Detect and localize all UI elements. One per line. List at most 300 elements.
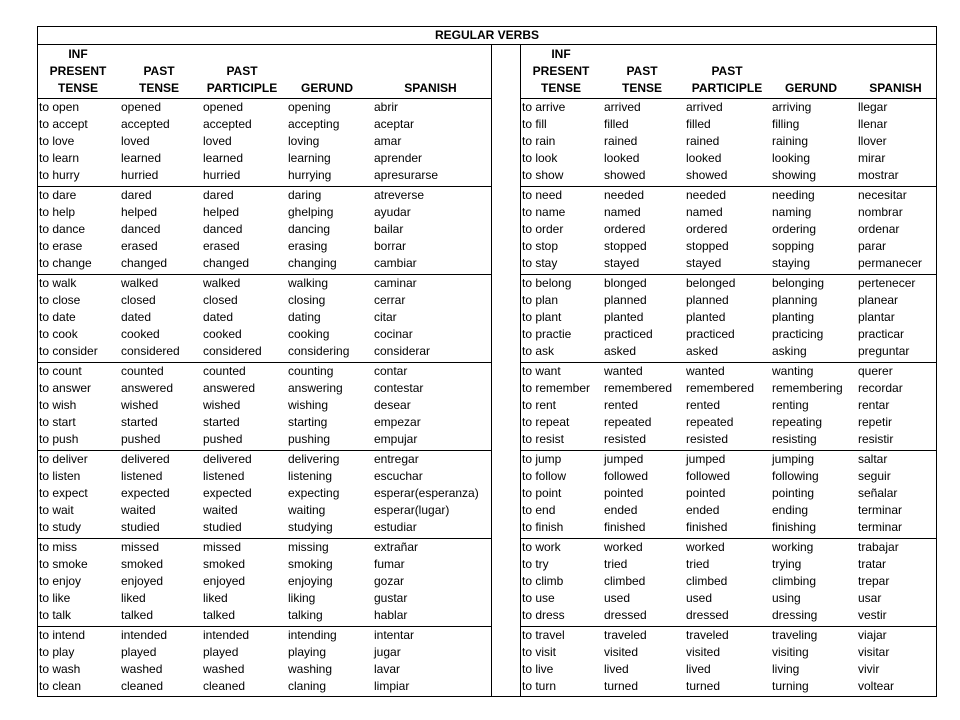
infinitive-cell: to count bbox=[39, 364, 82, 378]
spanish-cell: repetir bbox=[858, 415, 893, 429]
past-participle-cell: planted bbox=[686, 310, 726, 324]
table-row bbox=[521, 627, 937, 644]
gerund-cell: repeating bbox=[772, 415, 823, 429]
gerund-cell: ghelping bbox=[288, 205, 334, 219]
header-line: PARTICIPLE bbox=[691, 81, 763, 95]
spanish-cell: citar bbox=[374, 310, 397, 324]
spanish-cell: ordenar bbox=[858, 222, 900, 236]
past-tense-cell: dressed bbox=[604, 608, 647, 622]
spanish-cell: señalar bbox=[858, 486, 898, 500]
past-tense-cell: closed bbox=[121, 293, 156, 307]
past-tense-cell: stayed bbox=[604, 256, 640, 270]
gerund-cell: filling bbox=[772, 117, 800, 131]
table-row bbox=[521, 451, 937, 468]
infinitive-cell: to expect bbox=[39, 486, 88, 500]
gerund-cell: erasing bbox=[288, 239, 328, 253]
verb-group bbox=[521, 99, 937, 187]
spanish-cell: preguntar bbox=[858, 344, 910, 358]
header-line: SPANISH bbox=[869, 81, 922, 95]
table-header bbox=[38, 44, 491, 99]
past-participle-cell: stopped bbox=[686, 239, 729, 253]
past-tense-cell: pushed bbox=[121, 432, 161, 446]
infinitive-cell: to consider bbox=[39, 344, 98, 358]
past-participle-cell: climbed bbox=[686, 574, 728, 588]
header-line: PAST bbox=[711, 64, 743, 78]
infinitive-cell: to push bbox=[39, 432, 79, 446]
infinitive-cell: to practie bbox=[522, 327, 572, 341]
past-tense-cell: looked bbox=[604, 151, 640, 165]
spanish-cell: contestar bbox=[374, 381, 424, 395]
infinitive-cell: to study bbox=[39, 520, 82, 534]
table-row bbox=[521, 363, 937, 380]
table-row bbox=[521, 607, 937, 624]
gerund-cell: loving bbox=[288, 134, 320, 148]
past-participle-cell: practiced bbox=[686, 327, 735, 341]
spanish-cell: esperar(lugar) bbox=[374, 503, 450, 517]
past-participle-cell: remembered bbox=[686, 381, 755, 395]
past-participle-cell: pushed bbox=[203, 432, 243, 446]
past-tense-cell: stopped bbox=[604, 239, 647, 253]
past-tense-cell: dated bbox=[121, 310, 152, 324]
gerund-cell: starting bbox=[288, 415, 328, 429]
infinitive-cell: to love bbox=[39, 134, 75, 148]
gerund-cell: asking bbox=[772, 344, 807, 358]
infinitive-cell: to need bbox=[522, 188, 563, 202]
past-tense-cell: intended bbox=[121, 628, 168, 642]
gerund-cell: ordering bbox=[772, 222, 817, 236]
table-row bbox=[38, 275, 491, 292]
infinitive-cell: to finish bbox=[522, 520, 564, 534]
spanish-cell: llover bbox=[858, 134, 887, 148]
gerund-cell: answering bbox=[288, 381, 343, 395]
past-participle-cell: pointed bbox=[686, 486, 726, 500]
verb-table-sheet bbox=[37, 26, 937, 697]
past-tense-cell: blonged bbox=[604, 276, 647, 290]
gerund-cell: walking bbox=[288, 276, 329, 290]
past-tense-cell: followed bbox=[604, 469, 649, 483]
past-tense-cell: planned bbox=[604, 293, 647, 307]
verb-group bbox=[521, 187, 937, 275]
infinitive-cell: to jump bbox=[522, 452, 562, 466]
past-tense-cell: visited bbox=[604, 645, 639, 659]
gerund-cell: closing bbox=[288, 293, 326, 307]
infinitive-cell: to hurry bbox=[39, 168, 80, 182]
past-participle-cell: played bbox=[203, 645, 239, 659]
past-tense-cell: climbed bbox=[604, 574, 646, 588]
header-line: TENSE bbox=[57, 81, 98, 95]
page-title: REGULAR VERBS bbox=[38, 27, 936, 45]
gerund-cell: staying bbox=[772, 256, 811, 270]
spanish-cell: practicar bbox=[858, 327, 905, 341]
infinitive-cell: to name bbox=[522, 205, 566, 219]
past-participle-cell: named bbox=[686, 205, 723, 219]
table-row bbox=[38, 519, 491, 536]
header-line: PRESENT bbox=[49, 64, 107, 78]
past-tense-cell: turned bbox=[604, 679, 639, 693]
spanish-cell: gozar bbox=[374, 574, 405, 588]
infinitive-cell: to dance bbox=[39, 222, 86, 236]
table-row bbox=[38, 221, 491, 238]
table-row bbox=[521, 150, 937, 167]
infinitive-cell: to rain bbox=[522, 134, 556, 148]
past-participle-cell: ordered bbox=[686, 222, 728, 236]
table-header bbox=[521, 44, 937, 99]
column-gap bbox=[491, 44, 521, 696]
spanish-cell: terminar bbox=[858, 520, 903, 534]
gerund-cell: dancing bbox=[288, 222, 331, 236]
past-tense-cell: walked bbox=[121, 276, 159, 290]
table-row bbox=[521, 204, 937, 221]
table-row bbox=[521, 380, 937, 397]
infinitive-cell: to plan bbox=[522, 293, 559, 307]
gerund-cell: enjoying bbox=[288, 574, 333, 588]
gerund-cell: waiting bbox=[288, 503, 326, 517]
right-verb-table bbox=[520, 44, 937, 696]
past-tense-cell: ordered bbox=[604, 222, 646, 236]
infinitive-cell: to plant bbox=[522, 310, 562, 324]
past-participle-cell: stayed bbox=[686, 256, 722, 270]
past-participle-cell: changed bbox=[203, 256, 250, 270]
spanish-cell: empujar bbox=[374, 432, 418, 446]
past-participle-cell: tried bbox=[686, 557, 710, 571]
gerund-cell: showing bbox=[772, 168, 817, 182]
past-participle-cell: waited bbox=[203, 503, 238, 517]
gerund-cell: needing bbox=[772, 188, 815, 202]
gerund-cell: dating bbox=[288, 310, 321, 324]
verb-group bbox=[38, 99, 491, 187]
gerund-cell: opening bbox=[288, 100, 331, 114]
past-tense-cell: repeated bbox=[604, 415, 652, 429]
past-participle-cell: smoked bbox=[203, 557, 246, 571]
table-row bbox=[38, 99, 491, 116]
spanish-cell: llegar bbox=[858, 100, 888, 114]
infinitive-cell: to close bbox=[39, 293, 81, 307]
past-participle-cell: enjoyed bbox=[203, 574, 246, 588]
past-participle-cell: rented bbox=[686, 398, 721, 412]
gerund-cell: practicing bbox=[772, 327, 824, 341]
table-row bbox=[38, 451, 491, 468]
infinitive-cell: to point bbox=[522, 486, 562, 500]
gerund-cell: claning bbox=[288, 679, 327, 693]
header-line: INF bbox=[68, 47, 88, 61]
spanish-cell: llenar bbox=[858, 117, 888, 131]
past-tense-cell: erased bbox=[121, 239, 158, 253]
table-row bbox=[38, 309, 491, 326]
past-participle-cell: walked bbox=[203, 276, 241, 290]
past-participle-cell: helped bbox=[203, 205, 240, 219]
table-row bbox=[38, 133, 491, 150]
past-participle-cell: wished bbox=[203, 398, 241, 412]
spanish-cell: vestir bbox=[858, 608, 887, 622]
table-row bbox=[521, 397, 937, 414]
verb-group bbox=[38, 451, 491, 539]
gerund-cell: missing bbox=[288, 540, 329, 554]
header-past-participle bbox=[200, 44, 284, 98]
header-line: SPANISH bbox=[404, 81, 457, 95]
verb-group bbox=[521, 275, 937, 363]
past-tense-cell: practiced bbox=[604, 327, 653, 341]
table-row bbox=[521, 590, 937, 607]
infinitive-cell: to climb bbox=[522, 574, 564, 588]
past-tense-cell: used bbox=[604, 591, 631, 605]
infinitive-cell: to like bbox=[39, 591, 71, 605]
infinitive-cell: to accept bbox=[39, 117, 88, 131]
table-row bbox=[521, 573, 937, 590]
past-participle-cell: closed bbox=[203, 293, 238, 307]
gerund-cell: naming bbox=[772, 205, 812, 219]
past-tense-cell: delivered bbox=[121, 452, 170, 466]
table-row bbox=[38, 627, 491, 644]
infinitive-cell: to belong bbox=[522, 276, 572, 290]
infinitive-cell: to repeat bbox=[522, 415, 570, 429]
past-tense-cell: studied bbox=[121, 520, 160, 534]
table-row bbox=[38, 204, 491, 221]
past-tense-cell: learned bbox=[121, 151, 162, 165]
spanish-cell: cocinar bbox=[374, 327, 413, 341]
infinitive-cell: to wish bbox=[39, 398, 77, 412]
infinitive-cell: to enjoy bbox=[39, 574, 82, 588]
gerund-cell: using bbox=[772, 591, 801, 605]
infinitive-cell: to try bbox=[522, 557, 549, 571]
gerund-cell: counting bbox=[288, 364, 334, 378]
spanish-cell: borrar bbox=[374, 239, 407, 253]
past-tense-cell: accepted bbox=[121, 117, 170, 131]
gerund-cell: playing bbox=[288, 645, 327, 659]
past-participle-cell: showed bbox=[686, 168, 728, 182]
table-row bbox=[38, 502, 491, 519]
past-tense-cell: planted bbox=[604, 310, 644, 324]
gerund-cell: climbing bbox=[772, 574, 817, 588]
infinitive-cell: to wash bbox=[39, 662, 81, 676]
spanish-cell: intentar bbox=[374, 628, 415, 642]
spanish-cell: estudiar bbox=[374, 520, 417, 534]
infinitive-cell: to answer bbox=[39, 381, 92, 395]
spanish-cell: parar bbox=[858, 239, 887, 253]
table-row bbox=[38, 468, 491, 485]
table-row bbox=[38, 573, 491, 590]
past-tense-cell: listened bbox=[121, 469, 163, 483]
past-participle-cell: dated bbox=[203, 310, 234, 324]
past-tense-cell: ended bbox=[604, 503, 638, 517]
past-tense-cell: considered bbox=[121, 344, 180, 358]
spanish-cell: trabajar bbox=[858, 540, 899, 554]
table-row bbox=[521, 99, 937, 116]
table-row bbox=[38, 167, 491, 184]
past-tense-cell: jumped bbox=[604, 452, 644, 466]
infinitive-cell: to clean bbox=[39, 679, 82, 693]
spanish-cell: cerrar bbox=[374, 293, 406, 307]
spanish-cell: entregar bbox=[374, 452, 419, 466]
past-participle-cell: filled bbox=[686, 117, 711, 131]
past-tense-cell: asked bbox=[604, 344, 637, 358]
past-tense-cell: opened bbox=[121, 100, 162, 114]
table-row bbox=[521, 468, 937, 485]
infinitive-cell: to learn bbox=[39, 151, 80, 165]
spanish-cell: limpiar bbox=[374, 679, 410, 693]
table-row bbox=[38, 661, 491, 678]
past-participle-cell: planned bbox=[686, 293, 729, 307]
spanish-cell: mirar bbox=[858, 151, 886, 165]
header-spanish bbox=[370, 44, 491, 98]
spanish-cell: aceptar bbox=[374, 117, 415, 131]
past-tense-cell: expected bbox=[121, 486, 170, 500]
past-participle-cell: visited bbox=[686, 645, 721, 659]
spanish-cell: contar bbox=[374, 364, 408, 378]
infinitive-cell: to miss bbox=[39, 540, 78, 554]
infinitive-cell: to want bbox=[522, 364, 561, 378]
infinitive-cell: to travel bbox=[522, 628, 565, 642]
table-row bbox=[38, 485, 491, 502]
header-past-tense bbox=[120, 44, 198, 98]
past-participle-cell: resisted bbox=[686, 432, 729, 446]
past-tense-cell: washed bbox=[121, 662, 163, 676]
table-row bbox=[521, 644, 937, 661]
header-line: PARTICIPLE bbox=[206, 81, 278, 95]
past-participle-cell: erased bbox=[203, 239, 240, 253]
infinitive-cell: to listen bbox=[39, 469, 81, 483]
spanish-cell: cambiar bbox=[374, 256, 417, 270]
gerund-cell: trying bbox=[772, 557, 802, 571]
past-participle-cell: jumped bbox=[686, 452, 726, 466]
gerund-cell: wishing bbox=[288, 398, 329, 412]
past-participle-cell: talked bbox=[203, 608, 236, 622]
past-tense-cell: counted bbox=[121, 364, 164, 378]
table-row bbox=[38, 326, 491, 343]
spanish-cell: mostrar bbox=[858, 168, 899, 182]
table-row bbox=[38, 187, 491, 204]
spanish-cell: plantar bbox=[858, 310, 895, 324]
gerund-cell: planning bbox=[772, 293, 818, 307]
past-participle-cell: dared bbox=[203, 188, 234, 202]
header-spanish bbox=[854, 44, 937, 98]
spanish-cell: terminar bbox=[858, 503, 903, 517]
header-line: INF bbox=[551, 47, 571, 61]
table-row bbox=[38, 292, 491, 309]
spanish-cell: ayudar bbox=[374, 205, 411, 219]
past-participle-cell: started bbox=[203, 415, 240, 429]
past-tense-cell: arrived bbox=[604, 100, 641, 114]
spanish-cell: permanecer bbox=[858, 256, 923, 270]
past-participle-cell: opened bbox=[203, 100, 244, 114]
table-row bbox=[521, 309, 937, 326]
infinitive-cell: to order bbox=[522, 222, 564, 236]
spanish-cell: gustar bbox=[374, 591, 408, 605]
past-tense-cell: finished bbox=[604, 520, 646, 534]
past-tense-cell: rained bbox=[604, 134, 638, 148]
infinitive-cell: to remember bbox=[522, 381, 591, 395]
infinitive-cell: to fill bbox=[522, 117, 547, 131]
past-tense-cell: cooked bbox=[121, 327, 160, 341]
gerund-cell: belonging bbox=[772, 276, 825, 290]
past-tense-cell: showed bbox=[604, 168, 646, 182]
past-participle-cell: repeated bbox=[686, 415, 734, 429]
spanish-cell: recordar bbox=[858, 381, 903, 395]
gerund-cell: delivering bbox=[288, 452, 340, 466]
table-row bbox=[521, 343, 937, 360]
gerund-cell: turning bbox=[772, 679, 809, 693]
verb-group bbox=[521, 627, 937, 714]
gerund-cell: cooking bbox=[288, 327, 330, 341]
gerund-cell: living bbox=[772, 662, 800, 676]
past-participle-cell: belonged bbox=[686, 276, 736, 290]
infinitive-cell: to wait bbox=[39, 503, 74, 517]
verb-group bbox=[38, 275, 491, 363]
infinitive-cell: to look bbox=[522, 151, 558, 165]
spanish-cell: bailar bbox=[374, 222, 404, 236]
table-row bbox=[38, 414, 491, 431]
header-gerund bbox=[285, 44, 369, 98]
past-tense-cell: helped bbox=[121, 205, 158, 219]
past-tense-cell: filled bbox=[604, 117, 629, 131]
table-row bbox=[38, 116, 491, 133]
table-row bbox=[38, 150, 491, 167]
gerund-cell: liking bbox=[288, 591, 316, 605]
header-line: PAST bbox=[143, 64, 175, 78]
past-participle-cell: lived bbox=[686, 662, 711, 676]
spanish-cell: saltar bbox=[858, 452, 888, 466]
infinitive-cell: to end bbox=[522, 503, 556, 517]
gerund-cell: arriving bbox=[772, 100, 812, 114]
spanish-cell: jugar bbox=[374, 645, 401, 659]
spanish-cell: considerar bbox=[374, 344, 431, 358]
table-row bbox=[521, 221, 937, 238]
past-participle-cell: washed bbox=[203, 662, 245, 676]
infinitive-cell: to stay bbox=[522, 256, 558, 270]
past-tense-cell: pointed bbox=[604, 486, 644, 500]
spanish-cell: caminar bbox=[374, 276, 417, 290]
past-tense-cell: danced bbox=[121, 222, 161, 236]
infinitive-cell: to rent bbox=[522, 398, 557, 412]
table-row bbox=[38, 644, 491, 661]
past-participle-cell: considered bbox=[203, 344, 262, 358]
spanish-cell: amar bbox=[374, 134, 402, 148]
gerund-cell: considering bbox=[288, 344, 350, 358]
spanish-cell: rentar bbox=[858, 398, 890, 412]
gerund-cell: smoking bbox=[288, 557, 333, 571]
past-participle-cell: needed bbox=[686, 188, 727, 202]
table-row bbox=[521, 539, 937, 556]
gerund-cell: accepting bbox=[288, 117, 340, 131]
verb-group bbox=[38, 627, 491, 714]
past-participle-cell: traveled bbox=[686, 628, 729, 642]
past-tense-cell: played bbox=[121, 645, 157, 659]
verb-group bbox=[38, 539, 491, 627]
infinitive-cell: to walk bbox=[39, 276, 77, 290]
gerund-cell: remembering bbox=[772, 381, 843, 395]
infinitive-cell: to play bbox=[39, 645, 75, 659]
infinitive-cell: to arrive bbox=[522, 100, 566, 114]
past-participle-cell: liked bbox=[203, 591, 228, 605]
past-participle-cell: missed bbox=[203, 540, 242, 554]
past-tense-cell: needed bbox=[604, 188, 645, 202]
past-tense-cell: tried bbox=[604, 557, 628, 571]
table-row bbox=[521, 661, 937, 678]
table-row bbox=[521, 238, 937, 255]
past-participle-cell: learned bbox=[203, 151, 244, 165]
past-tense-cell: named bbox=[604, 205, 641, 219]
gerund-cell: daring bbox=[288, 188, 322, 202]
past-participle-cell: intended bbox=[203, 628, 250, 642]
infinitive-cell: to dare bbox=[39, 188, 77, 202]
table-row bbox=[521, 292, 937, 309]
table-row bbox=[38, 556, 491, 573]
past-participle-cell: rained bbox=[686, 134, 720, 148]
spanish-cell: desear bbox=[374, 398, 411, 412]
spanish-cell: visitar bbox=[858, 645, 890, 659]
gerund-cell: planting bbox=[772, 310, 815, 324]
spanish-cell: querer bbox=[858, 364, 893, 378]
table-row bbox=[521, 326, 937, 343]
